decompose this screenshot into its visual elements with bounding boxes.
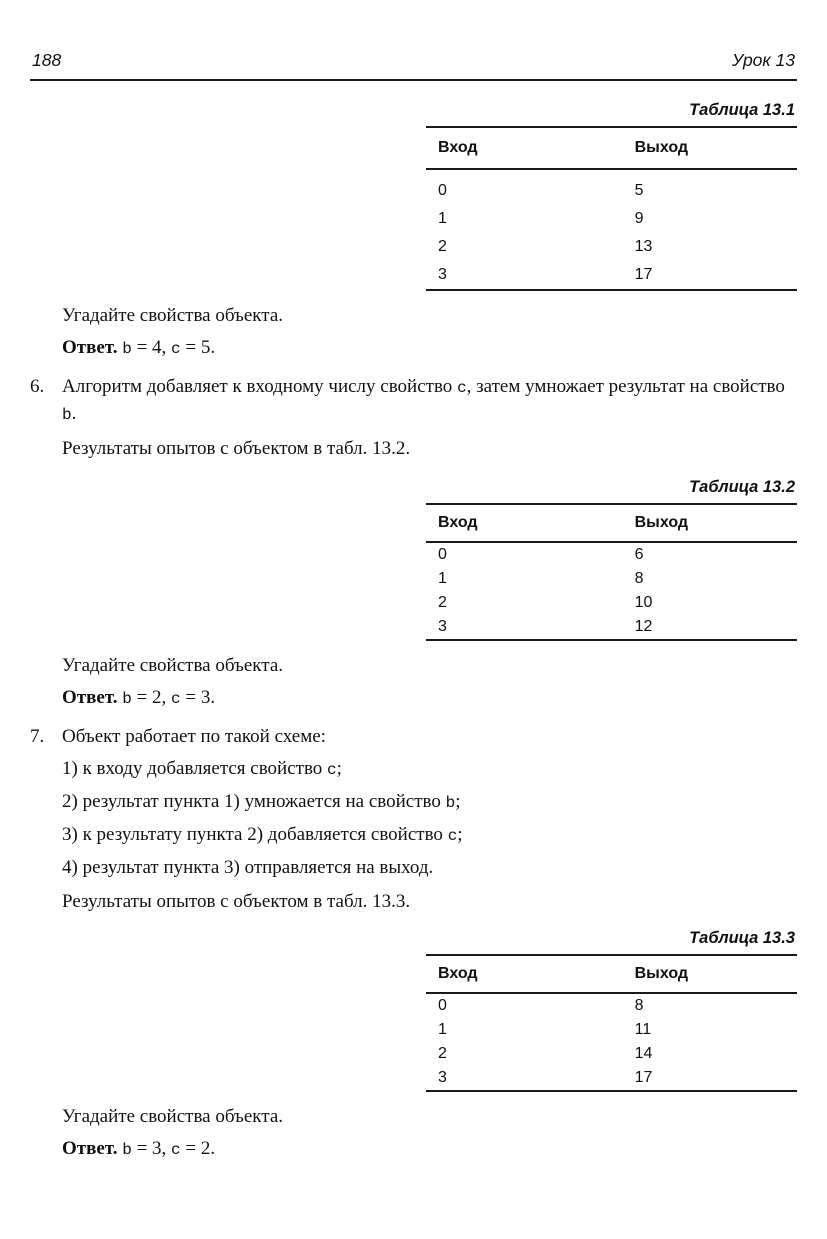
- item-6-text-part: .: [71, 403, 77, 424]
- table-body: [426, 542, 797, 640]
- guess-text-2: Угадайте свойства объекта.: [62, 655, 283, 676]
- step-text: 1) к входу добавляется свойство: [62, 758, 323, 779]
- answer-part: = 5.: [185, 337, 216, 358]
- col-header-input: Вход: [426, 955, 623, 993]
- table-row: [426, 542, 797, 567]
- table-cell: 0: [438, 182, 447, 199]
- table-row: [426, 615, 797, 640]
- table-cell: 17: [623, 1066, 797, 1091]
- table-cell: 8: [634, 997, 644, 1014]
- table-cell: 8: [634, 570, 644, 587]
- table-row: [426, 261, 797, 290]
- property-b: b: [122, 340, 132, 358]
- table-cell: 0: [438, 546, 447, 563]
- table-body: [426, 993, 797, 1091]
- page-header: [30, 0, 797, 81]
- table-cell: 2: [438, 594, 447, 611]
- answer-line-2: [62, 685, 797, 712]
- table-header-row: [426, 955, 797, 993]
- property-c: c: [327, 761, 337, 779]
- table-cell: 3: [426, 615, 623, 640]
- step-text: 2) результат пункта 1) умножается на свойство: [62, 791, 441, 812]
- item-6-text-part: Алгоритм добавляет к входному числу свойство: [62, 376, 453, 397]
- item-7-step-4: [62, 855, 797, 881]
- table-caption-13-3: Таблица 13.3: [689, 929, 795, 947]
- lesson-title: Урок 13: [731, 50, 795, 70]
- table-block-13-3: [426, 929, 797, 1092]
- item-7-step-2: [62, 789, 797, 816]
- table-cell: 5: [634, 182, 644, 199]
- page-number: 188: [32, 50, 62, 70]
- answer-part: = 2,: [136, 687, 167, 708]
- table-row: [426, 1066, 797, 1091]
- step-text: ;: [336, 758, 342, 779]
- table-cell: 13: [634, 238, 653, 255]
- col-header-output: Выход: [623, 127, 797, 169]
- step-text: ;: [455, 791, 461, 812]
- table-cell: 2: [438, 1045, 447, 1062]
- table-cell: 1: [438, 210, 447, 227]
- table-row: [426, 993, 797, 1018]
- answer-part: = 3,: [136, 1138, 167, 1159]
- item-6-text-part: , затем умножает результат на свойство: [466, 376, 785, 397]
- property-b: b: [122, 1141, 132, 1159]
- page-content: [0, 101, 827, 1163]
- item-6-text: [62, 374, 797, 428]
- table-row: [426, 233, 797, 261]
- io-table-13-1: [426, 126, 797, 291]
- table-cell: 0: [438, 997, 447, 1014]
- table-row: [426, 205, 797, 233]
- col-header-input: Вход: [426, 127, 623, 169]
- table-cell: 9: [634, 210, 644, 227]
- item-6: [30, 374, 797, 462]
- io-table-13-3: [426, 954, 797, 1092]
- property-c: c: [171, 340, 181, 358]
- item-7-intro: Объект работает по такой схеме:: [62, 726, 326, 747]
- answer-line-1: [62, 335, 797, 362]
- table-cell: 3: [426, 1066, 623, 1091]
- table-cell: 1: [438, 1021, 447, 1038]
- answer-line-3: [62, 1136, 797, 1163]
- answer-part: = 3.: [185, 687, 216, 708]
- table-head: [426, 127, 797, 169]
- guess-text-3: Угадайте свойства объекта.: [62, 1106, 283, 1127]
- table-block-13-2: [426, 478, 797, 641]
- answer-label: Ответ.: [62, 687, 118, 708]
- table-cell: 1: [438, 570, 447, 587]
- table-cell: 14: [634, 1045, 653, 1062]
- step-text: ;: [457, 824, 463, 845]
- col-header-output: Выход: [623, 955, 797, 993]
- item-6-number: 6.: [30, 376, 45, 397]
- item-7-number: 7.: [30, 726, 45, 747]
- table-head: [426, 955, 797, 993]
- answer-label: Ответ.: [62, 1138, 118, 1159]
- table-cell: 3: [426, 261, 623, 290]
- io-table-13-2: [426, 503, 797, 641]
- item-7-step-1: [62, 756, 797, 783]
- table-caption-13-1: Таблица 13.1: [689, 101, 795, 119]
- table-cell: 10: [634, 594, 653, 611]
- table-body: [426, 169, 797, 290]
- table-cell: 11: [634, 1021, 652, 1038]
- item-6-results: Результаты опытов с объектом в табл. 13.2.: [62, 438, 411, 459]
- property-c: c: [457, 379, 467, 397]
- answer-part: = 4,: [136, 337, 167, 358]
- table-header-row: [426, 127, 797, 169]
- property-c: c: [171, 1141, 181, 1159]
- table-block-13-1: [426, 101, 797, 291]
- step-text: 3) к результату пункта 2) добавляется свойство: [62, 824, 443, 845]
- table-cell: 2: [438, 238, 447, 255]
- property-b: b: [62, 406, 72, 424]
- col-header-output: Выход: [623, 504, 797, 542]
- col-header-input: Вход: [426, 504, 623, 542]
- table-cell: 12: [623, 615, 797, 640]
- item-7: [30, 724, 797, 915]
- property-c: c: [447, 827, 458, 845]
- table-row: [426, 567, 797, 591]
- item-7-step-3: [62, 822, 797, 849]
- guess-text-1: Угадайте свойства объекта.: [62, 305, 283, 326]
- table-row: [426, 169, 797, 205]
- table-row: [426, 1018, 797, 1042]
- table-row: [426, 591, 797, 615]
- table-header-row: [426, 504, 797, 542]
- table-caption-13-2: Таблица 13.2: [689, 478, 795, 496]
- table-row: [426, 1042, 797, 1066]
- answer-part: = 2.: [185, 1138, 216, 1159]
- item-7-results: Результаты опытов с объектом в табл. 13.3.: [62, 891, 411, 912]
- answer-label: Ответ.: [62, 337, 118, 358]
- table-cell: 17: [623, 261, 797, 290]
- table-head: [426, 504, 797, 542]
- table-cell: 6: [634, 546, 644, 563]
- step-text: 4) результат пункта 3) отправляется на выход.: [62, 857, 434, 878]
- property-b: b: [445, 794, 456, 812]
- property-c: c: [171, 690, 181, 708]
- property-b: b: [122, 690, 132, 708]
